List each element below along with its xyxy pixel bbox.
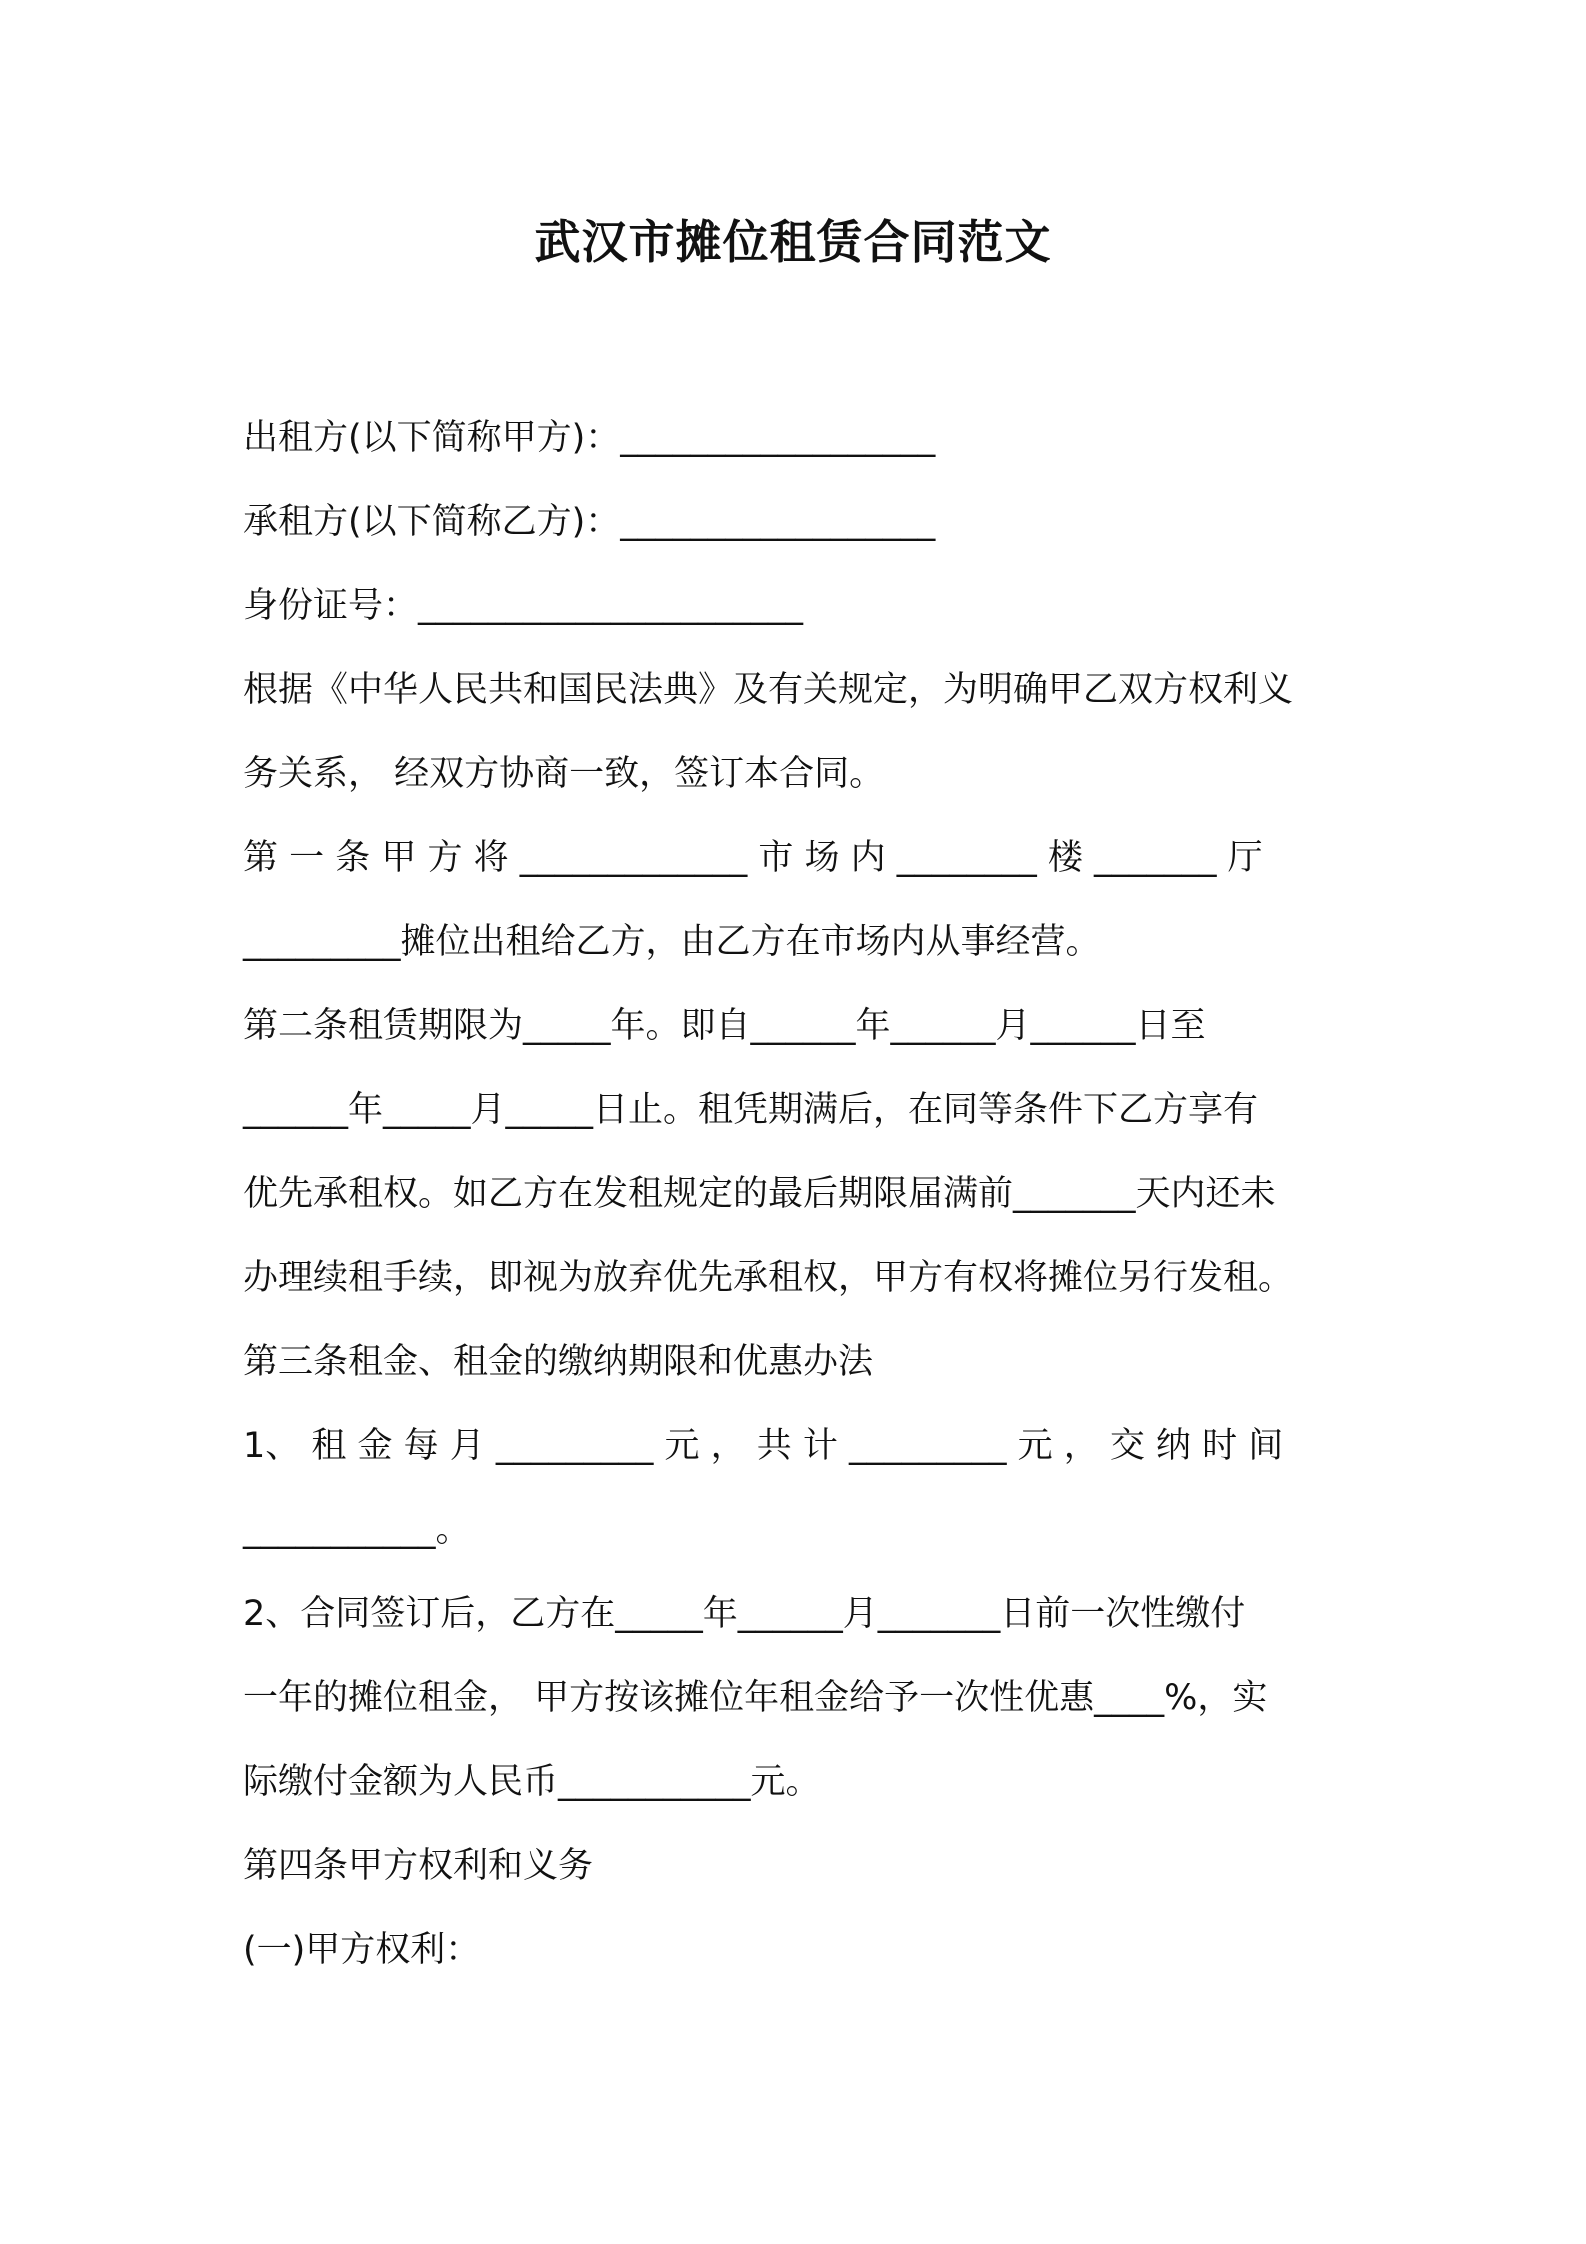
body-line: _________摊位出租给乙方，由乙方在市场内从事经营。 xyxy=(243,922,1101,962)
id-number-line: 身份证号：______________________ xyxy=(243,586,804,626)
body-line: ______年_____月_____日止。租凭期满后，在同等条件下乙方享有 xyxy=(243,1090,1259,1130)
article-4-heading: 第四条甲方权利和义务 xyxy=(243,1846,594,1886)
body-line: 际缴付金额为人民币___________元。 xyxy=(243,1762,821,1802)
body-line: ___________。 xyxy=(243,1510,471,1550)
lessor-line: 出租方(以下简称甲方)：__________________ xyxy=(243,418,936,458)
body-line: 优先承租权。如乙方在发租规定的最后期限届满前_______天内还未 xyxy=(243,1174,1276,1214)
article-2-line: 第二条租赁期限为_____年。即自______年______月______日至 xyxy=(243,1006,1206,1046)
body-line: 一年的摊位租金， 甲方按该摊位年租金给予一次性优惠____%，实 xyxy=(243,1678,1268,1718)
body-line: 务关系， 经双方协商一致，签订本合同。 xyxy=(243,754,885,794)
article-1-line: 第 一 条 甲 方 将 _____________ 市 场 内 ________ 楼 _______ 厅 xyxy=(243,838,1263,878)
body-line: 办理续租手续，即视为放弃优先承租权，甲方有权将摊位另行发租。 xyxy=(243,1258,1294,1298)
body-line: 2、合同签订后，乙方在_____年______月_______日前一次性缴付 xyxy=(243,1594,1246,1634)
document-title: 武汉市摊位租赁合同范文 xyxy=(534,215,1052,269)
article-3-heading: 第三条租金、租金的缴纳期限和优惠办法 xyxy=(243,1342,874,1382)
body-line: 根据《中华人民共和国民法典》及有关规定，为明确甲乙双方权利义 xyxy=(243,670,1294,710)
lessee-line: 承租方(以下简称乙方)：__________________ xyxy=(243,502,936,542)
section-heading: (一)甲方权利： xyxy=(243,1930,481,1970)
body-line: 1、 租 金 每 月 _________ 元 ， 共 计 _________ 元 ， 交 纳 时 间 xyxy=(243,1426,1284,1466)
